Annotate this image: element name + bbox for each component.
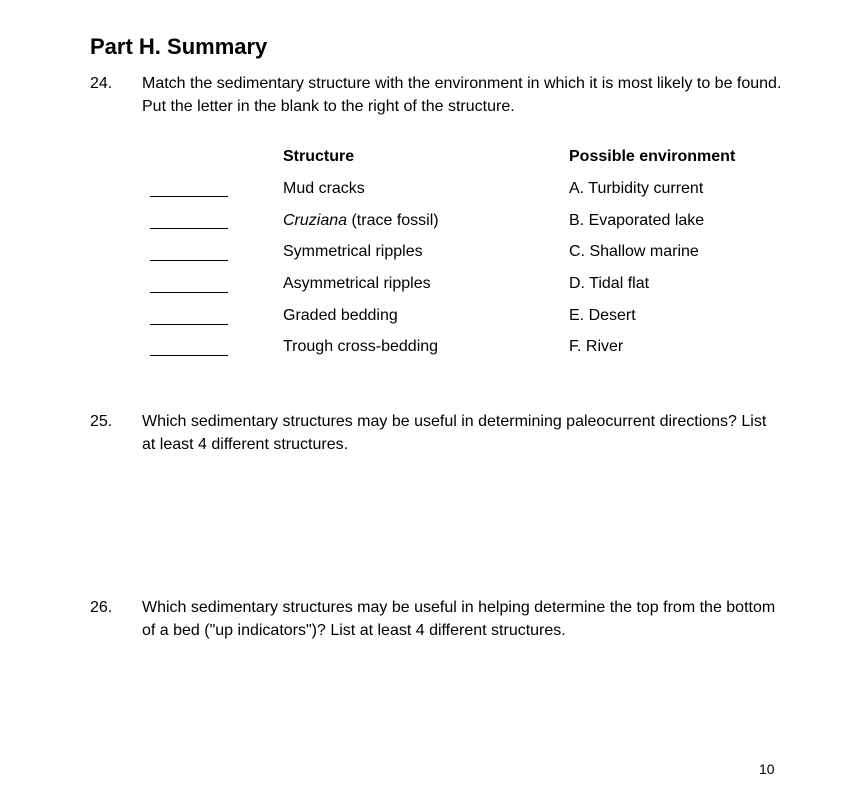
structure-item-1-label: Mud cracks <box>283 180 365 197</box>
answer-blank-2[interactable] <box>150 228 228 229</box>
environment-item-e: E. Desert <box>569 307 636 324</box>
environment-item-a: A. Turbidity current <box>569 180 704 197</box>
environment-item-c: C. Shallow marine <box>569 243 699 260</box>
question-24-number: 24. <box>90 75 113 92</box>
structure-column-header: Structure <box>283 148 355 165</box>
structure-item-5 <box>283 305 398 327</box>
question-25-number: 25. <box>90 413 113 430</box>
environment-item-f: F. River <box>569 338 624 355</box>
structure-item-1 <box>283 178 365 200</box>
answer-blank-5[interactable] <box>150 324 228 325</box>
environment-column-header: Possible environment <box>569 148 736 165</box>
structure-item-3 <box>283 241 423 263</box>
structure-item-6 <box>283 336 438 358</box>
question-24-text: Match the sedimentary structure with the environment in which it is most likely to be found. Put the letter in the blank to the right of the structure. <box>142 75 782 115</box>
structure-item-3-label: Symmetrical ripples <box>283 243 423 260</box>
structure-item-4 <box>283 273 431 295</box>
answer-blank-4[interactable] <box>150 292 228 293</box>
question-25-text: Which sedimentary structures may be useful in determining paleocurrent directions? List at least 4 different structures. <box>142 413 767 453</box>
page-number: 10 <box>759 761 775 777</box>
structure-item-2-italic: Cruziana <box>283 212 348 229</box>
environment-item-b: B. Evaporated lake <box>569 212 705 229</box>
answer-blank-3[interactable] <box>150 260 228 261</box>
answer-blank-6[interactable] <box>150 355 228 356</box>
answer-blank-1[interactable] <box>150 196 228 197</box>
structure-item-5-label: Graded bedding <box>283 307 398 324</box>
page-title: Part H. Summary <box>90 34 268 59</box>
question-26-number: 26. <box>90 599 113 616</box>
environment-item-d: D. Tidal flat <box>569 275 650 292</box>
structure-item-2 <box>283 210 439 232</box>
structure-item-4-label: Asymmetrical ripples <box>283 275 431 292</box>
structure-item-2-label: (trace fossil) <box>347 212 439 229</box>
structure-item-6-label: Trough cross-bedding <box>283 338 439 355</box>
question-26-text: Which sedimentary structures may be useful in helping determine the top from the bottom of a bed ("up indicators")? List at least 4 different structures. <box>142 599 776 639</box>
